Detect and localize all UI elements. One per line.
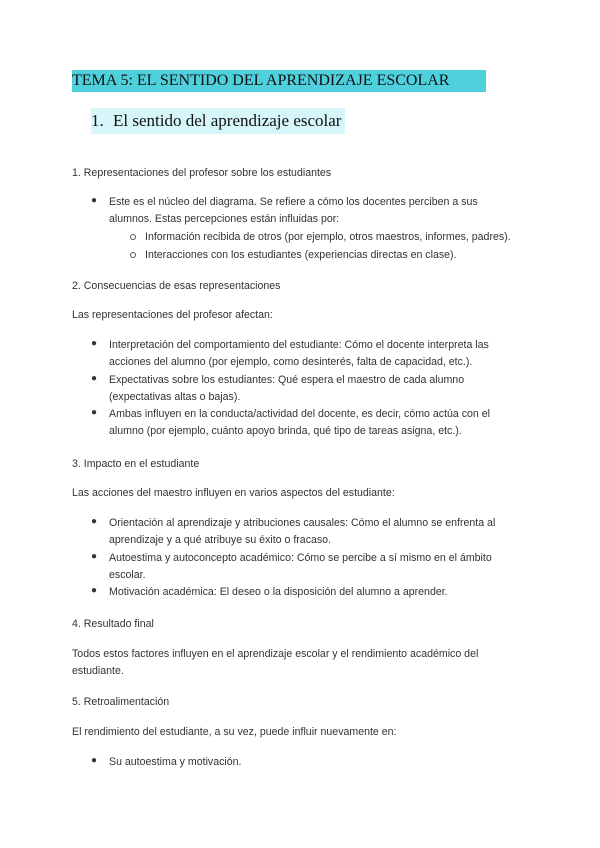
s2-bullet3-line2: alumno (por ejemplo, cuánto apoyo brinda, qué tipo de tareas asigna, etc.).	[109, 425, 462, 437]
circle-bullet-icon	[130, 234, 136, 240]
s3-bullet2-line1: Autoestima y autoconcepto académico: Cómo se percibe a sí mismo en el ámbito	[109, 552, 492, 564]
bullet-icon: ●	[91, 516, 98, 527]
s3-intro: Las acciones del maestro influyen en varios aspectos del estudiante:	[72, 487, 395, 499]
s1-title: 1. Representaciones del profesor sobre los estudiantes	[72, 167, 332, 179]
bullet-icon: ●	[91, 407, 98, 418]
s1-sub2: Interacciones con los estudiantes (experiencias directas en clase).	[145, 249, 457, 261]
s2-title: 2. Consecuencias de esas representaciones	[72, 280, 281, 292]
bullet-icon: ●	[91, 373, 98, 384]
s2-bullet2-line2: (expectativas altas o bajas).	[109, 391, 241, 403]
s2-bullet3-line1: Ambas influyen en la conducta/actividad del docente, es decir, cómo actúa con el	[109, 408, 491, 420]
s5-title: 5. Retroalimentación	[72, 696, 170, 708]
s2-bullet2-line1: Expectativas sobre los estudiantes: Qué espera el maestro de cada alumno	[109, 374, 465, 386]
s4-title: 4. Resultado final	[72, 618, 154, 630]
page-title: TEMA 5: EL SENTIDO DEL APRENDIZAJE ESCOLAR	[72, 70, 486, 92]
s5-bullet1-line1: Su autoestima y motivación.	[109, 756, 242, 768]
bullet-icon: ●	[91, 551, 98, 562]
bullet-icon: ●	[91, 585, 98, 596]
s2-bullet1-line2: acciones del alumno (por ejemplo, como desinterés, falta de capacidad, etc.).	[109, 356, 473, 368]
s4-paragraph-line2: estudiante.	[72, 665, 124, 677]
section-heading-text: El sentido del aprendizaje escolar	[113, 111, 342, 130]
circle-bullet-icon	[130, 252, 136, 258]
s4-paragraph-line1: Todos estos factores influyen en el aprendizaje escolar y el rendimiento académico del	[72, 648, 479, 660]
bullet-icon: ●	[91, 195, 98, 206]
section-heading-number: 1.	[91, 111, 104, 130]
bullet-icon: ●	[91, 338, 98, 349]
s2-intro: Las representaciones del profesor afectan:	[72, 309, 273, 321]
s3-bullet1-line2: aprendizaje y a qué atribuye su éxito o fracaso.	[109, 534, 332, 546]
s1-bullet1-line1: Este es el núcleo del diagrama. Se refiere a cómo los docentes perciben a sus	[109, 196, 478, 208]
s1-bullet1-line2: alumnos. Estas percepciones están influidas por:	[109, 213, 340, 225]
bullet-icon: ●	[91, 755, 98, 766]
s1-sub1: Información recibida de otros (por ejemplo, otros maestros, informes, padres).	[145, 231, 511, 243]
s3-title: 3. Impacto en el estudiante	[72, 458, 200, 470]
s3-bullet3-line1: Motivación académica: El deseo o la disposición del alumno a aprender.	[109, 586, 448, 598]
s2-bullet1-line1: Interpretación del comportamiento del estudiante: Cómo el docente interpreta las	[109, 339, 489, 351]
s3-bullet1-line1: Orientación al aprendizaje y atribuciones causales: Cómo el alumno se enfrenta al	[109, 517, 496, 529]
section-heading	[91, 108, 345, 134]
s5-intro: El rendimiento del estudiante, a su vez, puede influir nuevamente en:	[72, 726, 397, 738]
s3-bullet2-line2: escolar.	[109, 569, 146, 581]
